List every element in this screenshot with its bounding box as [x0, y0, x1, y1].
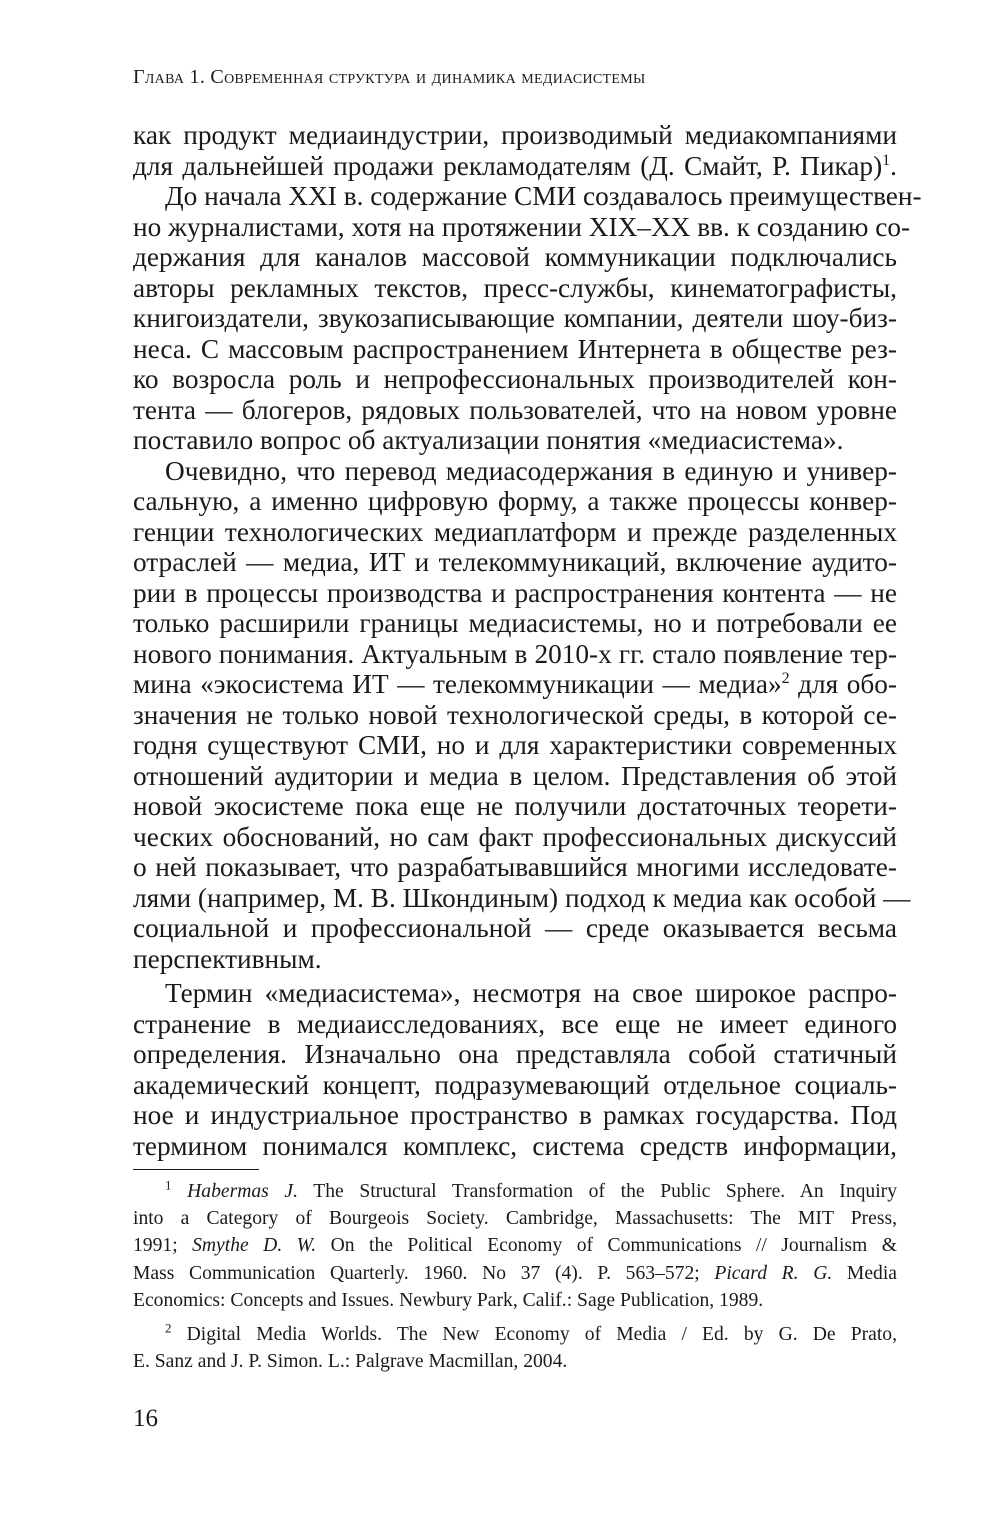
text-line: Термин «медиасистема», несмотря на свое широкое распро- [165, 978, 897, 1008]
body-text [133, 120, 922, 1161]
text-line: определения. Изначально она представляла собой статичный [133, 1039, 897, 1069]
footnote-line: $^1$ Habermas J. The Structural Transformation of the Public Sphere. An Inquiry [165, 1177, 897, 1202]
footnote-line: Economics: Concepts and Issues. Newbury Park, Calif.: Sage Publication, 1989. [133, 1289, 764, 1311]
text-line: о ней показывает, что разрабатывавшийся многими исследовате- [133, 852, 897, 882]
footnote-line: E. Sanz and J. P. Simon. L.: Palgrave Macmillan, 2004. [133, 1351, 568, 1373]
text-line: сальную, а именно цифровую форму, а также процессы конвер- [133, 486, 897, 516]
text-line: держания для каналов массовой коммуникации подключались [133, 242, 897, 272]
text-line: новой экосистеме пока еще не получили достаточных теорети- [133, 791, 897, 821]
text-line: нового понимания. Актуальным в 2010-х гг. стало появление тер- [133, 638, 897, 669]
text-line: ное и индустриальное пространство в рамках государства. Под [133, 1100, 897, 1130]
footnote-line: 1991; Smythe D. W. On the Political Economy of Communications // Journalism & [133, 1235, 897, 1257]
footnote-ref-1: 1 [882, 151, 891, 169]
text-line: значения не только новой технологической среды, в которой се- [133, 699, 897, 730]
text-line: годня существуют СМИ, но и для характеристики современных [133, 730, 897, 760]
text-line: отраслей — медиа, ИТ и телекоммуникаций, включение аудито- [133, 547, 897, 577]
text-line: мина «экосистема ИТ — телекоммуникации — медиа»$^2$ для обо- [133, 669, 897, 699]
text-line: лями (например, М. В. Шкондиным) подход к медиа как особой — [133, 882, 911, 913]
text-line: рии в процессы производства и распространения контента — не [133, 577, 897, 608]
text-line: как продукт медиаиндустрии, производимый медиакомпаниями [133, 120, 897, 150]
paragraph-1 [133, 120, 922, 456]
footnote-author: Habermas J. [187, 1181, 298, 1202]
text-line: для дальнейшей продажи рекламодателям (Д. Смайт, Р. Пикар)$^1$. [133, 150, 897, 181]
footnote-separator [133, 1169, 259, 1170]
text-line: отношений аудитории и медиа в целом. Представления об этой [133, 760, 897, 791]
running-head: Глава 1. Современная структура и динамика медиасистемы [133, 66, 646, 88]
text-line: академический концепт, подразумевающий отдельное социаль- [133, 1069, 897, 1100]
text-line: поставило вопрос об актуализации понятия «медиасистема». [133, 425, 844, 455]
footnote-line: Mass Communication Quarterly. 1960. No 37 (4). P. 563–572; Picard R. G. Media [133, 1262, 897, 1284]
footnote-1 [133, 1178, 897, 1314]
text-line: неса. С массовым распространением Интернета в обществе рез- [133, 333, 897, 364]
footnote-line: into a Category of Bourgeois Society. Cambridge, Massachusetts: The MIT Press, [133, 1208, 897, 1230]
text-line: перспективным. [133, 943, 322, 974]
text-line: социальной и профессиональной — среде оказывается весьма [133, 913, 897, 943]
text-line: авторы рекламных текстов, пресс-службы, кинематографисты, [133, 272, 897, 303]
text-line: только расширили границы медиасистемы, но и потребовали ее [133, 608, 897, 638]
text-line: Очевидно, что перевод медиасодержания в единую и универ- [165, 455, 897, 486]
footnote-author: Picard R. G. [714, 1262, 833, 1284]
text-line: книгоиздатели, звукозаписывающие компании, деятели шоу-биз- [133, 303, 897, 333]
footnotes [133, 1178, 897, 1382]
text-line: тента — блогеров, рядовых пользователей, что на новом уровне [133, 394, 897, 425]
footnote-2 [133, 1321, 897, 1375]
text-line: генции технологических медиаплатформ и прежде разделенных [133, 516, 897, 547]
text-line: странение в медиаисследованиях, все еще не имеет единого [133, 1008, 897, 1039]
text-line: термином понимался комплекс, система средств информации, [133, 1130, 897, 1161]
footnote-marker: 2 [165, 1320, 172, 1336]
paragraph-2 [133, 455, 911, 975]
text-line: но журналистами, хотя на протяжении XIX–XX вв. к созданию со- [133, 211, 911, 242]
footnote-marker: 1 [165, 1177, 172, 1193]
page-number: 16 [133, 1405, 158, 1432]
text-line: До начала XXI в. содержание СМИ создавалось преимуществен- [165, 181, 922, 211]
page-content [133, 64, 922, 1161]
footnote-line: $^2$ Digital Media Worlds. The New Economy of Media / Ed. by G. De Prato, [165, 1320, 897, 1346]
footnote-author: Smythe D. W. [192, 1235, 317, 1257]
paragraph-3 [133, 978, 897, 1161]
text-line: ко возросла роль и непрофессиональных производителей кон- [133, 364, 897, 394]
footnote-ref-2: 2 [781, 669, 790, 687]
text-line: ческих обоснований, но сам факт профессиональных дискуссий [133, 821, 897, 852]
